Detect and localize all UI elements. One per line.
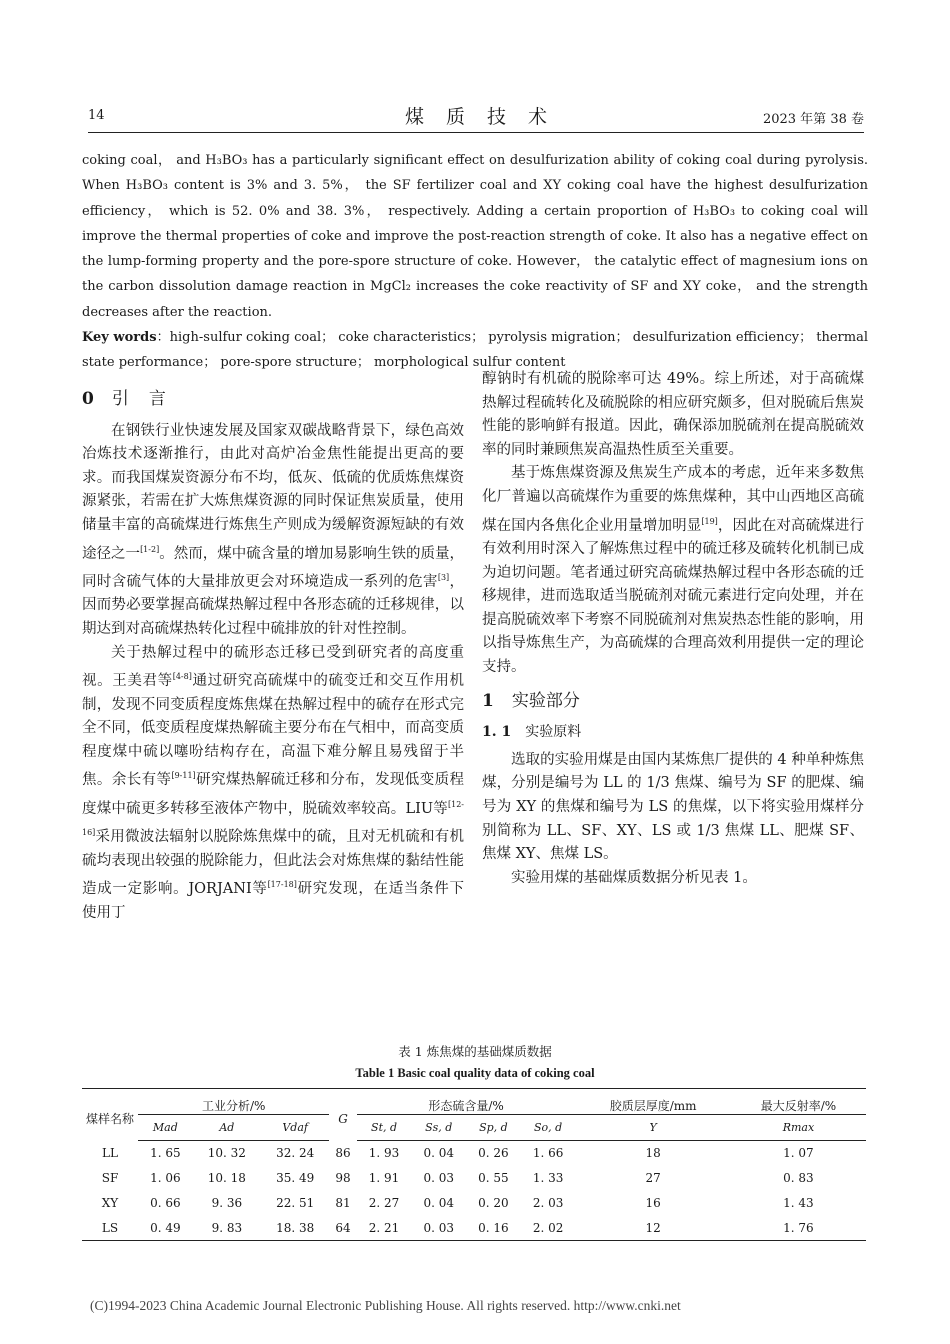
table-cell: 1. 06 xyxy=(150,1171,181,1185)
table-cell: 9. 83 xyxy=(211,1220,243,1235)
table-cell: 18. 38 xyxy=(276,1220,315,1235)
header-rule xyxy=(88,132,864,133)
abstract-text: coking coal， and H₃BO₃ has a particularly significant effect on desulfurization ability of coking coal during pyrolysis. When H₃BO₃ content is 3% and 3. 5%， the SF fertilizer coal and XY coking coal have the highest desulfurization efficiency， which is 52. 0% and 38. 3%， respectively. Adding a certain proportion of H₃BO₃ to coking coal will improve the thermal properties of coke and improve the post-reaction strength of coke. It also has a negative effect on the lump-forming property and the pore-spore structure of coke. However， the catalytic effect of magnesium ions on the carbon dissolution damage reaction in MgCl₂ increases the coke reactivity of SF and XY coke， and the strength decreases after the reaction. xyxy=(82,153,868,320)
journal-title: 煤质技术 xyxy=(404,106,569,128)
left-column xyxy=(82,382,464,925)
materials-paragraph: 选取的实验用煤是由国内某炼焦厂提供的 4 种单种炼焦煤，分别是编号为 LL 的 1/3 焦煤、编号为 SF 的肥煤、编号为 XY 的焦煤和编号为 LS 的焦煤，以下将实验用煤样分别简称为 LL、SF、XY、LS 或 1/3 焦煤 LL、肥煤 SF、焦煤 XY、焦煤 LS。 xyxy=(482,751,864,863)
table-cell: 35. 49 xyxy=(276,1171,315,1185)
table-cell: 98 xyxy=(335,1171,351,1185)
section-0-heading: 0 引言 xyxy=(82,389,186,409)
table-cell: 2. 02 xyxy=(532,1220,564,1235)
table-cell: 12 xyxy=(645,1220,661,1235)
abstract xyxy=(82,148,868,376)
table-cell: XY xyxy=(101,1196,119,1210)
table-cell: 0. 26 xyxy=(478,1146,509,1161)
col-reflectance: 最大反射率/% xyxy=(731,1089,866,1115)
table-cell: LS xyxy=(101,1220,119,1235)
table-cell: 0. 03 xyxy=(423,1220,454,1235)
intro-paragraph-4: 基于炼焦煤资源及焦炭生产成本的考虑，近年来多数焦化厂普遍以高硫煤作为重要的炼焦煤种，其中山西地区高硫煤在国内各焦化企业用量增加明显[19]，因此在对高硫煤进行有效利用时深入了解炼焦过程中的硫迁移及硫转化机制已成为迫切问题。笔者通过研究高硫煤热解过程中各形态硫的迁移规律，进而选取适当脱硫剂对硫元素进行定向处理，并在提高脱硫效率下考察不同脱硫剂对焦炭热态性能的影响，用以指导炼焦生产，为高硫煤的合理高效利用提供一定的理论支持。 xyxy=(482,465,865,675)
table-row xyxy=(82,1141,866,1166)
table-cell: 27 xyxy=(645,1171,661,1185)
table-cell: 1. 76 xyxy=(783,1220,814,1235)
table-cell: LL xyxy=(102,1146,118,1160)
table-cell: SF xyxy=(101,1171,119,1185)
table-cell: 0. 83 xyxy=(783,1171,814,1185)
table-cell: 10. 32 xyxy=(207,1146,246,1161)
col-sample: 煤样名称 xyxy=(85,1112,134,1127)
table-cell: 1. 66 xyxy=(532,1146,564,1161)
table-cell: 1. 93 xyxy=(368,1146,400,1161)
table-cell: 64 xyxy=(335,1220,351,1235)
subsection-1-1-heading: 1. 1 实验原料 xyxy=(482,724,582,741)
table-cell: 0. 16 xyxy=(478,1220,509,1235)
keywords-label: Key words xyxy=(82,330,157,346)
intro-paragraph-3: 醇钠时有机硫的脱除率可达 49%。综上所述，对于高硫煤热解过程硫转化及硫脱除的相应研究颇多，但对脱硫后焦炭性能的影响鲜有报道。因此，确保添加脱硫剂在提高脱硫效率的同时兼顾焦炭高温热性质至关重要。 xyxy=(482,371,864,458)
table-cell: 18 xyxy=(645,1146,661,1161)
col-g: G xyxy=(338,1111,348,1126)
table-cell: 16 xyxy=(645,1196,661,1210)
table-caption-en: Table 1 Basic coal quality data of coking coal xyxy=(355,1066,595,1080)
table-cell: 86 xyxy=(335,1146,351,1160)
table-cell: 0. 03 xyxy=(423,1171,454,1185)
coal-quality-table: 煤样名称 工业分析/% G 形态硫含量/% 胶质层厚度/mm 最大反射率/% Mad Ad Vdaf St, d Ss, d Sp, d So, d Y Rmax LL 1. 65 10. 32 32. 24 86 1. 93 0. 04 0. 26 1. 66 18 1. 07 SF 1. 06 10. 18 35. 49 98 1. 91 0. 03 0. 55 1. 33 27 0. 83 XY 0. 66 9. 36 22. 51 81 2. 27 0. 04 0. 20 2. 03 16 1. 43 LS 0. 49 9. 83 18. 38 64 2. 21 0. 03 0. 16 2. 02 12 1. 76 xyxy=(82,1088,866,1241)
table-cell: 1. 65 xyxy=(150,1146,181,1161)
table-cell: 0. 20 xyxy=(478,1196,509,1210)
table-cell: 2. 27 xyxy=(368,1196,400,1210)
table-cell: 0. 04 xyxy=(423,1196,454,1210)
table-cell: 0. 04 xyxy=(423,1146,454,1161)
table-cell: 1. 33 xyxy=(532,1171,564,1185)
table-cell: 9. 36 xyxy=(211,1196,243,1210)
section-1-heading: 1 实验部分 xyxy=(482,690,580,711)
col-thickness: 胶质层厚度/mm xyxy=(575,1089,730,1115)
right-column xyxy=(482,368,864,890)
keywords-text: ：high-sulfur coking coal； coke characteristics； pyrolysis migration； desulfurization efficiency； thermal state performance； pore-spore structure； morphological sulfur content xyxy=(82,330,869,371)
table-row xyxy=(82,1191,866,1216)
table-caption-cn: 表 1 炼焦煤的基础煤质数据 xyxy=(398,1044,552,1059)
page-header xyxy=(88,96,864,136)
table-cell: 1. 43 xyxy=(783,1196,814,1210)
table-row xyxy=(82,1166,866,1191)
table-row xyxy=(82,1216,866,1241)
intro-paragraph-1: 在钢铁行业快速发展及国家双碳战略背景下，绿色高效冶炼技术逐渐推行，由此对高炉冶金焦性能提出更高的要求。而我国煤炭资源分布不均，低灰、低硫的优质炼焦煤资源紧张，若需在扩大炼焦煤资源的同时保证焦炭质量，使用储量丰富的高硫煤进行炼焦生产则成为缓解资源短缺的有效途径之一[1-2]。然而，煤中硫含量的增加易影响生铁的质量，同时含硫气体的大量排放更会对环境造成一系列的危害[3]，因而势必要掌握高硫煤热解过程中各形态硫的迁移规律，以期达到对高硫煤热转化过程中硫排放的针对性控制。 xyxy=(82,422,465,637)
table-cell: 0. 55 xyxy=(478,1171,509,1185)
copyright-footer: (C)1994-2023 China Academic Journal Electronic Publishing House. All rights reserved. http://www.cnki.net xyxy=(90,1298,681,1313)
table-cell: 10. 18 xyxy=(207,1171,246,1185)
table-cell: 2. 21 xyxy=(368,1220,400,1235)
materials-paragraph-2: 实验用煤的基础煤质数据分析见表 1。 xyxy=(511,869,757,886)
col-proximate: 工业分析/% xyxy=(138,1089,329,1115)
table-cell: 81 xyxy=(335,1196,351,1210)
table-cell: 32. 24 xyxy=(276,1146,315,1161)
table-cell: 1. 91 xyxy=(368,1171,400,1185)
journal-volume: 2023 年第 38 卷 xyxy=(762,112,864,127)
table-cell: 22. 51 xyxy=(276,1196,315,1210)
table-cell: 1. 07 xyxy=(783,1146,814,1161)
table-cell: 0. 66 xyxy=(150,1196,181,1210)
col-sulfur: 形态硫含量/% xyxy=(357,1089,576,1115)
page-number: 14 xyxy=(88,108,105,123)
intro-paragraph-2: 关于热解过程中的硫形态迁移已受到研究者的高度重视。王美君等[4-8]通过研究高硫煤中的硫变迁和交互作用机制，发现不同变质程度炼焦煤在热解过程中的硫存在形式完全不同，低变质程度煤热解硫主要分布在气相中，而高变质程度煤中硫以噻吩结构存在，高温下难分解且易残留于半焦。余长有等[9-11]研究煤热解硫迁移和分布，发现低变质程度煤中硫更多转移至液体产物中，脱硫效率较高。LIU等[12-16]采用微波法辐射以脱除炼焦煤中的硫，且对无机硫和有机硫均表现出较强的脱除能力，但此法会对炼焦煤的黏结性能造成一定影响。JORJANI等[17-18]研究发现，在适当条件下使用丁 xyxy=(82,644,465,921)
table-cell: 0. 49 xyxy=(150,1220,181,1235)
table-cell: 2. 03 xyxy=(532,1196,564,1210)
